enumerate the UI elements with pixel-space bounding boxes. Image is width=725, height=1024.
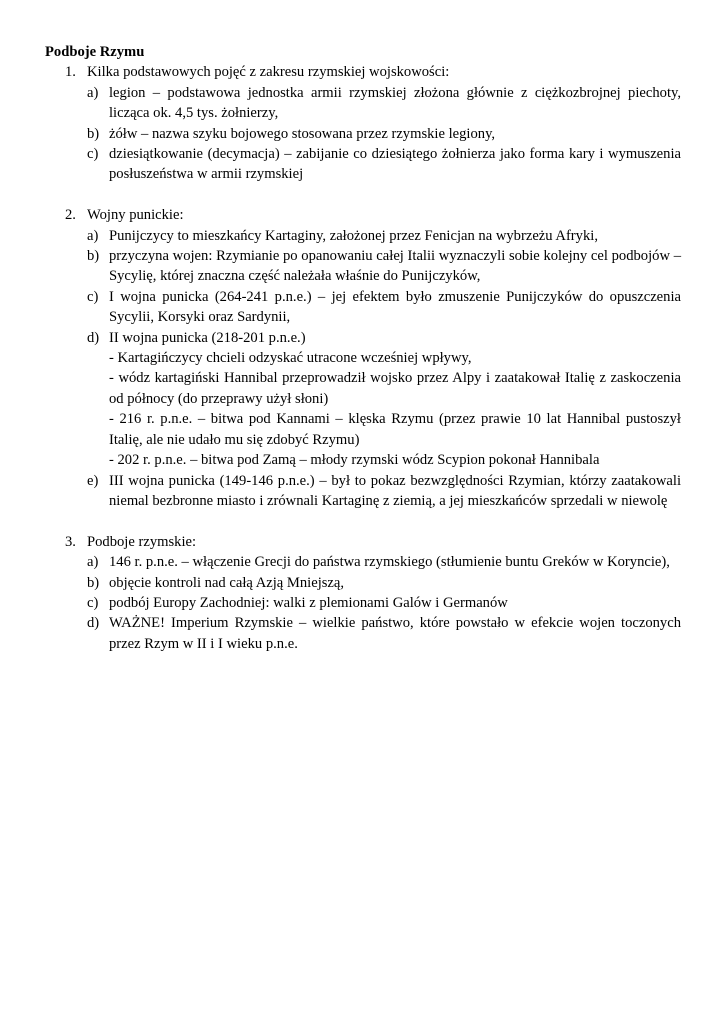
item-text: WAŻNE! Imperium Rzymskie – wielkie państwo, które powstało w efekcie wojen toczonych przez Rzym w II i I wieku p.n.e. [109, 615, 681, 652]
item-text: II wojna punicka (218-201 p.n.e.) [109, 329, 306, 346]
section-number: 3. [65, 533, 76, 550]
list-item [45, 246, 681, 287]
list-item [45, 226, 681, 246]
item-text: Punijczycy to mieszkańcy Kartaginy, założonej przez Fenicjan na wybrzeżu Afryki, [109, 227, 598, 244]
section-heading [45, 62, 681, 82]
list-item [45, 552, 681, 572]
list-item [45, 83, 681, 124]
item-subline: - 202 r. p.n.e. – bitwa pod Zamą – młody rzymski wódz Scypion pokonał Hannibala [109, 452, 600, 469]
list-item [45, 124, 681, 144]
item-letter: a) [87, 554, 99, 571]
list-item [45, 471, 681, 512]
section-roman-conquests [45, 532, 681, 654]
item-letter: a) [87, 84, 99, 101]
document-title: Podboje Rzymu [45, 44, 145, 60]
item-text: III wojna punicka (149-146 p.n.e.) – był to pokaz bezwzględności Rzymian, którzy zaatakowali niemal bezbronne miasto i zrównali Kartaginę z ziemią, a jej mieszkańców sprzedali w niewolę [109, 472, 681, 509]
item-subline: - wódz kartagiński Hannibal przeprowadził wojsko przez Alpy i zaatakował Italię z zaskoczenia od północy (do przeprawy użył słoni) [109, 370, 681, 407]
section-military-terms [45, 62, 681, 184]
section-punic-wars [45, 205, 681, 511]
section-heading [45, 532, 681, 552]
item-text: przyczyna wojen: Rzymianie po opanowaniu całej Italii wyznaczyli sobie kolejny cel podbojów – Sycylię, której znaczna część należała właśnie do Punijczyków, [109, 248, 681, 285]
item-letter: e) [87, 472, 99, 489]
item-letter: b) [87, 574, 100, 591]
list-item [45, 287, 681, 328]
list-item [45, 573, 681, 593]
item-letter: c) [87, 594, 99, 611]
list-item [45, 144, 681, 185]
document-page [45, 42, 681, 654]
item-letter: a) [87, 227, 99, 244]
section-number: 2. [65, 207, 76, 224]
item-text: objęcie kontroli nad całą Azją Mniejszą, [109, 574, 345, 591]
section-heading-text: Podboje rzymskie: [87, 533, 197, 550]
list-item [45, 328, 681, 471]
section-heading-text: Kilka podstawowych pojęć z zakresu rzymskiej wojskowości: [87, 64, 450, 81]
item-text: 146 r. p.n.e. – włączenie Grecji do państwa rzymskiego (stłumienie buntu Greków w Koryncie), [109, 554, 670, 571]
item-text: żółw – nazwa szyku bojowego stosowana przez rzymskie legiony, [109, 125, 496, 142]
item-letter: d) [87, 329, 100, 346]
list-item [45, 613, 681, 654]
item-text: I wojna punicka (264-241 p.n.e.) – jej efektem było zmuszenie Punijczyków do opuszczenia Sycylii, Korsyki oraz Sardynii, [109, 288, 681, 326]
item-text: podbój Europy Zachodniej: walki z plemionami Galów i Germanów [109, 594, 508, 611]
item-letter: d) [87, 615, 100, 632]
item-letter: b) [87, 248, 100, 265]
item-letter: b) [87, 125, 100, 142]
section-heading [45, 205, 681, 225]
item-text: legion – podstawowa jednostka armii rzymskiej złożona głównie z ciężkozbrojnej piechoty, licząca ok. 4,5 tys. żołnierzy, [109, 84, 681, 122]
item-letter: c) [87, 288, 99, 305]
item-subline: - Kartagińczycy chcieli odzyskać utracone wcześniej wpływy, [109, 350, 472, 367]
item-text: dziesiątkowanie (decymacja) – zabijanie co dziesiątego żołnierza jako forma kary i wymuszenia posłuszeństwa w armii rzymskiej [109, 146, 681, 183]
section-heading-text: Wojny punickie: [87, 207, 184, 224]
item-subline: - 216 r. p.n.e. – bitwa pod Kannami – klęska Rzymu (przez prawie 10 lat Hannibal pustoszył Italię, ale nie udało mu się zdobyć Rzymu) [109, 411, 681, 448]
list-item [45, 593, 681, 613]
section-number: 1. [65, 64, 76, 81]
item-letter: c) [87, 146, 99, 163]
